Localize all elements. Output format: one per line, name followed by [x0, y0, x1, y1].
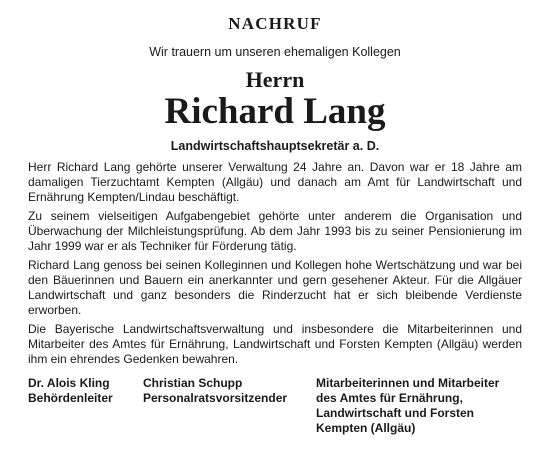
signer-line: Landwirtschaft und Forsten	[316, 406, 475, 420]
deceased-name: Richard Lang	[164, 91, 386, 132]
deceased-title: Landwirtschaftshauptsekretär a. D.	[170, 139, 380, 153]
intro-line: Wir trauern um unseren ehemaligen Kollegen	[149, 45, 401, 59]
signature-staff-council	[143, 376, 313, 406]
signature-staff	[316, 376, 526, 436]
paragraph-duties: Zu seinem vielseitigen Aufgabengebiet gehörte unter anderem die Organisation und Überwachung der Milchleistungsprüfung. Ab dem Jahr 1993 bis zu seiner Pensionierung im Jahr 1999 war er als Techniker für Förderung tätig.	[28, 209, 522, 253]
obituary-body	[28, 160, 522, 367]
paragraph-career: Herr Richard Lang gehörte unserer Verwaltung 24 Jahre an. Davon war er 18 Jahre am damaligen Tierzuchtamt Kempten (Allgäu) und danach am Amt für Landwirtschaft und Ernährung Kempten/Lindau beschäftigt.	[28, 160, 522, 204]
paragraph-remembrance: Die Bayerische Landwirtschaftsverwaltung und insbesondere die Mitarbeiterinnen und Mitarbeiter des Amtes für Ernährung, Landwirtschaft und Forsten Kempten (Allgäu) werden ihm ein ehrendes Gedenken bewahren.	[28, 322, 522, 366]
salutation: Herrn	[245, 67, 305, 92]
signer-name: Dr. Alois Kling	[28, 376, 110, 390]
signer-line: Mitarbeiterinnen und Mitarbeiter	[316, 376, 500, 390]
signer-line: des Amtes für Ernährung,	[316, 391, 463, 405]
signature-agency-head	[28, 376, 138, 406]
paragraph-appreciation: Richard Lang genoss bei seinen Kolleginnen und Kollegen hohe Wertschätzung und war bei den Bäuerinnen und Bauern ein anerkannter und gern gesehener Akteur. Für die Allgäuer Landwirtschaft und ganz besonders die Rinderzucht hat er sich bleibende Verdienste erworben.	[28, 258, 522, 317]
signer-role: Personalratsvorsitzender	[143, 391, 288, 405]
notice-title: NACHRUF	[228, 14, 322, 33]
signer-name: Christian Schupp	[143, 376, 243, 390]
signer-line: Kempten (Allgäu)	[316, 421, 416, 435]
signer-role: Behördenleiter	[28, 391, 113, 405]
